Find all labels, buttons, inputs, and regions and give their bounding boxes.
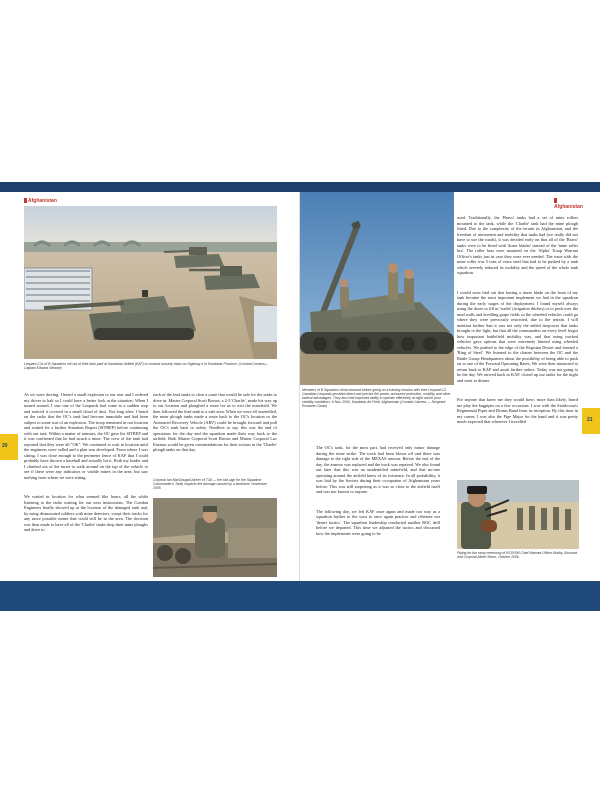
top-stripe (0, 182, 600, 192)
tanks-convoy-image (24, 206, 277, 359)
paragraph: I would soon find out that having a dozer blade on the front of my tank became the most important implement we had in the squadron during the early stages of the deployment. I found myself always using the dozer to fill in 'wadis' (irrigation ditches) or to push over the mud walls and levelling grape fields so the wheeled vehicles could go where they were previously restricted, due to the terrain. I will mention further that it was not only the added firepower that tanks brought to the fight, but that all the commanders on every level forgot how important battlefield mobility was, and that using tracked vehicles gave options that were extremely limited using wheeled vehicles. We pushed to the edge of the Registan Desert and formed a 'Ring of Steel'. We listened to the chatter between the OC and the Battle Group Headquarters about the possibility of being able to push on to one of the Forward Operating Bases. We were then instructed to return back to KAF and await further orders. Today was not going to be the day. We arrived back in KAF, closed up our tanks for the night and went to dinner. (457, 289, 580, 383)
section-mark-icon (24, 198, 27, 203)
paragraph: We waited in location for what seemed like hours, all the while listening to the radio waiting for our next instructions. The Combat Engineers finally showed up at the location of the damaged tank and, by using dismounted soldiers with mine detectors, swept their tracks for any more possible mines that could still be in the area. The decision was then made to have all of the 'Charlie' tanks drop their mine ploughs and drive to (24, 494, 150, 532)
left-section-header (24, 198, 57, 204)
right-column-2 (457, 204, 578, 439)
damage-inspection-image (153, 498, 277, 577)
damage-inspection-photo (153, 498, 277, 577)
right-page (300, 192, 582, 581)
crew-boarding-photo (300, 192, 454, 385)
crew-boarding-image (300, 192, 454, 385)
left-section-label: Afghanistan (28, 198, 57, 204)
right-column-1 (316, 434, 440, 550)
left-column-2 (153, 381, 277, 467)
paragraph: each of the lead tanks to clear a route that would be safe for the tanks to drive in. Master Corporal Scott Brown, a 2-3 'Charlie', made his way up to our location and ploughed a route for us to exit the minefield. We then followed the lead tank to a safe area. When we were all assembled, the mine plough tanks made a route back to the OC's location so the Armoured Recovery Vehicle (ARV) could be brought forward and pull the OC's tank back to safety. Needless to say, this was the end of operations for the day and the squadron made their way back to the airfield. Both Master Corporal Scott Brown and Master Corporal Luc Ensinas would be given commendations for their actions in the 'Charlie' plough tanks on that day. (153, 392, 279, 452)
left-page-number: 20 (2, 443, 8, 449)
convoy-photo-caption: Leopard C2s of B Squadron roll out of their tank park at Kandahar Airfield (KAF) to conduct security tasks on Highway 4 in Kandahar Province. (Combat Camera—Captain Edward Stewart) (24, 362, 268, 371)
paragraph: As we were driving, I heard a small explosion to our rear and I ordered my driver to halt so I could have a better look at the situation. When I turned around, I saw one of the Leopards had come to a sudden stop and noticed it covered in a small cloud of dust. Not long after, I heard on the radio that the OC's tank had become immobile and had been subject to some sort of an explosion. The troop remained in our location and waited for a further Situation Report (SITREP) before continuing with our task. Within a matter of minutes, the OC gave his SITREP and it was confirmed that he had struck a mine. The crew of the tank had reported that they were all "OK". We continued to wait in location until the engineers were called and a plan was developed. From where I was sitting, I was close enough to the perimeter fence of KAF that I could probably have thrown a baseball and actually hit it. Both my loader and I climbed out of the turret to walk around on the top of the vehicle to see if there were any indicators or visible mines in the area, but saw nothing from where we were sitting. (24, 392, 150, 480)
bagpiper-photo (457, 480, 579, 549)
inset-photo-caption: Corporal Ian MacDougall (driver of T3A — the call-sign for the Squadron Commander's Tank) inspects the damage caused by a landmine, November 2006. (153, 478, 267, 491)
bagpiper-photo-caption: Piping for the ramp ceremony of RCR/SM Chief Warrant Officer Bobby Girouard and Corporal Albert Storm, October 2006. (457, 551, 577, 560)
paragraph: used. Traditionally, the 'Bravo' tanks had a set of mine rollers mounted to the tank, while the 'Charlie' tank had the mine plough fitted. Due to the complexity of the terrain in Afghanistan, and the freedom of movement and mobility that tanks had (we really did not have to use the roads), it was decided early on that all of the 'Bravo' tanks were to be fitted with 'dozer blades' instead of the 'mine roller bra'. The roller bras were mounted on the 'Alpha' Troop Warrant Officer's tanks just in case they were ever needed. The issue with the mine roller was 5 tons of extra steel that had to be pushed by a tank which severely reduced its mobility and the speed of the whole tank squadron. (457, 215, 580, 275)
magazine-spread (0, 182, 600, 611)
section-mark-icon (554, 198, 557, 203)
left-column-1 (24, 381, 148, 547)
paragraph: For anyone that knew me they would have, more than likely, heard me play the bagpipes on a few occasions. I was with the Strathcona's Regimental Pipes and Drums Band from its inception. By this time in my career, I was also the Pipe Major for the band and it was pretty much expected that wherever I travelled (457, 397, 580, 424)
bottom-stripe (0, 581, 600, 611)
paragraph: The OC's tank, for the most part, had received only minor damage during the mine strike. The track had been blown off and there was damage to the right side of the MEXAS armour. Before the end of the day, the armour was replaced and the track was repaired. We also found out later that this was an unidentified minefield, and that no-one operating around the airfield knew of its existence. In all probability, it was laid by the Soviets during their occupation of Afghanistan years before. This was still surprising as it was so close to the airfield itself and was not known to anyone. (316, 445, 442, 494)
crew-photo-caption: Members of B Squadron climb onboard before going on a training mission with their Leopard C2. Canadian Leopards provided direct and precise fire power, armoured protection, mobility, and other tactical advantages. They also had improved ability to operate effectively at night and in poor visibility conditions. 6 Nov. 2006, Kandahar Air Field, Afghanistan (Combat Camera — Sergeant Roxanne Clowe) (302, 388, 451, 409)
right-page-number: 21 (587, 417, 593, 423)
tanks-convoy-photo (24, 206, 277, 359)
left-page (18, 192, 300, 581)
paragraph: The following day, we left KAF once again and made our way as a squadron further to the west to once again practice and rehearse our 'desert tactics'. The squadron leadership conducted another ROC drill before we departed. This time we adjusted the tactics and discussed how the implements were going to be (316, 508, 442, 536)
right-section-label: Afghanistan (554, 204, 583, 210)
bagpiper-image (457, 480, 579, 549)
